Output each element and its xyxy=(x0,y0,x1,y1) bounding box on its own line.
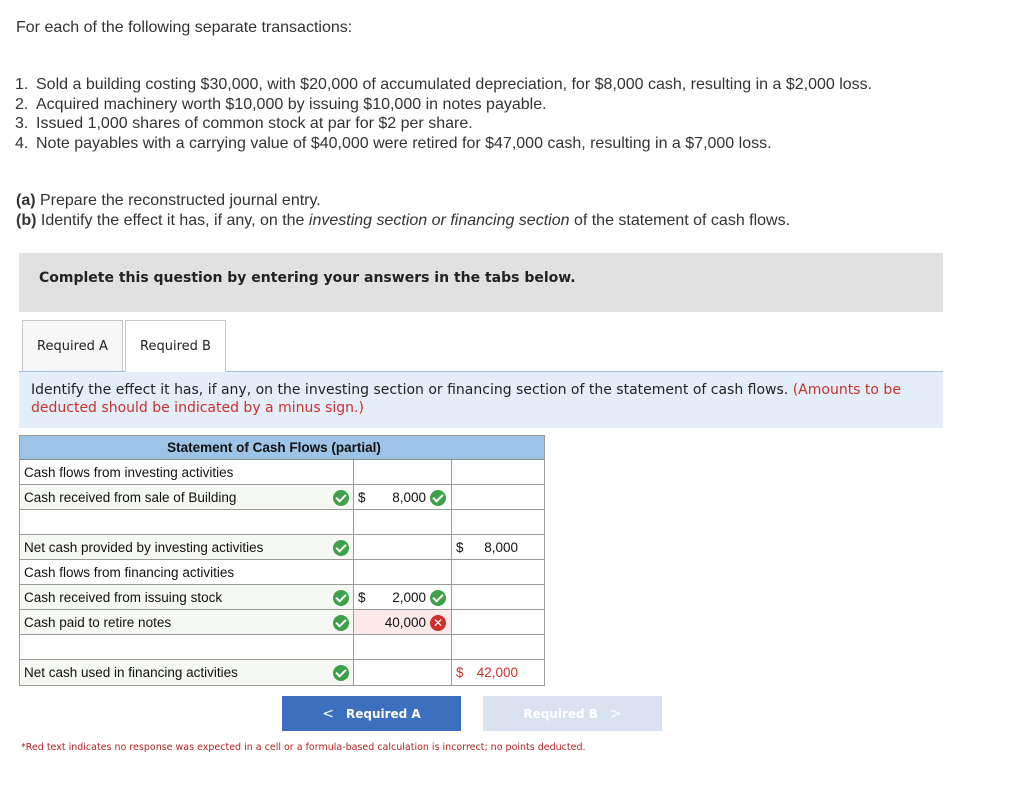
part-a-text: Prepare the reconstructed journal entry. xyxy=(35,192,321,209)
list-number: 1. xyxy=(15,76,29,93)
amount-cell-2 xyxy=(451,635,544,659)
currency-symbol: $ xyxy=(358,490,366,505)
list-text: Issued 1,000 shares of common stock at par for $2 per share. xyxy=(36,115,473,133)
amount-input-1[interactable] xyxy=(353,585,451,609)
table-row xyxy=(20,635,544,660)
amount-cell-1 xyxy=(353,460,451,484)
row-label[interactable] xyxy=(20,510,353,534)
row-label-dropdown[interactable]: Net cash provided by investing activities xyxy=(20,535,353,559)
table-row xyxy=(20,610,544,635)
incorrect-x-icon: ✕ xyxy=(430,615,446,631)
list-text: Sold a building costing $30,000, with $20,000 of accumulated depreciation, for $8,000 cash, resulting in a $2,000 loss. xyxy=(36,76,873,93)
amount-value: 2,000 xyxy=(392,590,426,605)
table-row xyxy=(20,585,544,610)
amount-cell-2 xyxy=(451,460,544,484)
part-b-italic: investing section or financing section xyxy=(308,211,570,229)
instructions-note: (Amounts to be deducted should be indicated by a minus sign.) xyxy=(31,382,901,416)
tab-instructions xyxy=(19,372,943,428)
chevron-left-icon: < xyxy=(322,705,334,722)
correct-check-icon xyxy=(333,490,349,506)
correct-check-icon xyxy=(333,540,349,556)
part-b xyxy=(16,211,790,231)
list-item xyxy=(15,134,872,154)
row-label: Cash flows from financing activities xyxy=(24,565,235,580)
amount-cell-2 xyxy=(451,485,544,509)
amount-total-cell xyxy=(451,535,544,559)
amount-total-cell xyxy=(451,660,544,685)
amount-cell-1 xyxy=(353,660,451,685)
part-b-text-2: of the statement of cash flows. xyxy=(569,211,791,229)
banner-text: Complete this question by entering your answers in the tabs below. xyxy=(39,270,576,286)
row-label-dropdown[interactable]: Cash paid to retire notes xyxy=(20,610,353,634)
intro-text: For each of the following separate transactions: xyxy=(16,19,353,36)
row-label-dropdown[interactable]: Cash received from issuing stock xyxy=(20,585,353,609)
amount-value: 42,000 xyxy=(476,665,518,680)
cash-flow-table xyxy=(19,435,545,686)
list-number: 4. xyxy=(15,134,29,152)
part-b-text-1: Identify the effect it has, if any, on the xyxy=(36,211,309,229)
list-item xyxy=(15,95,872,115)
table-row xyxy=(20,660,544,685)
prev-button-label: Required A xyxy=(345,706,421,721)
amount-cell-2 xyxy=(451,610,544,634)
list-text: Acquired machinery worth $10,000 by issuing $10,000 in notes payable. xyxy=(36,95,547,113)
correct-check-icon xyxy=(333,665,349,681)
amount-input-1[interactable] xyxy=(353,610,451,634)
amount-cell-1 xyxy=(353,535,451,559)
currency-symbol: $ xyxy=(358,590,366,605)
part-b-tag: (b) xyxy=(16,211,37,229)
row-label-dropdown[interactable]: Cash received from sale of Building xyxy=(20,485,353,509)
tab-required-b[interactable]: Required B xyxy=(125,320,226,372)
table-title: Statement of Cash Flows (partial) xyxy=(20,436,544,460)
amount-cell-1[interactable] xyxy=(353,635,451,659)
prev-button[interactable] xyxy=(282,696,461,731)
row-label: Cash flows from investing activities xyxy=(24,465,234,480)
instructions-main: Identify the effect it has, if any, on the investing section or financing section of the statement of cash flows. xyxy=(31,382,789,398)
table-row xyxy=(20,535,544,560)
correct-check-icon xyxy=(430,590,446,606)
table-row xyxy=(20,510,544,535)
amount-value: 40,000 xyxy=(384,615,426,630)
next-button-label: Required B xyxy=(523,706,598,721)
chevron-right-icon: > xyxy=(609,705,622,722)
footnote: *Red text indicates no response was expected in a cell or a formula-based calculation is incorrect; no points deducted. xyxy=(21,742,586,753)
list-item xyxy=(15,114,872,134)
part-a xyxy=(16,191,790,211)
amount-cell-1[interactable] xyxy=(353,510,451,534)
amount-cell-2 xyxy=(451,510,544,534)
list-text: Note payables with a carrying value of $40,000 were retired for $47,000 cash, resulting in a $7,000 loss. xyxy=(36,134,772,152)
instruction-banner xyxy=(19,253,943,312)
list-number: 2. xyxy=(15,95,29,113)
amount-cell-2 xyxy=(451,585,544,609)
row-label[interactable] xyxy=(20,635,353,659)
amount-input-1[interactable] xyxy=(353,485,451,509)
transactions-list xyxy=(15,75,872,153)
table-row xyxy=(20,485,544,510)
correct-check-icon xyxy=(333,615,349,631)
amount-cell-2 xyxy=(451,560,544,584)
correct-check-icon xyxy=(430,490,446,506)
currency-symbol: $ xyxy=(456,665,464,680)
tab-required-a[interactable]: Required A xyxy=(22,320,123,372)
amount-cell-1 xyxy=(353,560,451,584)
list-number: 3. xyxy=(15,115,29,133)
list-item xyxy=(15,75,872,95)
currency-symbol: $ xyxy=(456,540,464,555)
part-a-tag: (a) xyxy=(16,192,36,209)
amount-value: 8,000 xyxy=(392,490,426,505)
table-row xyxy=(20,460,544,485)
amount-value: 8,000 xyxy=(484,540,518,555)
correct-check-icon xyxy=(333,590,349,606)
next-button[interactable] xyxy=(483,696,662,731)
table-row xyxy=(20,560,544,585)
question-parts xyxy=(16,191,790,230)
row-label-dropdown[interactable]: Net cash used in financing activities xyxy=(20,660,353,685)
